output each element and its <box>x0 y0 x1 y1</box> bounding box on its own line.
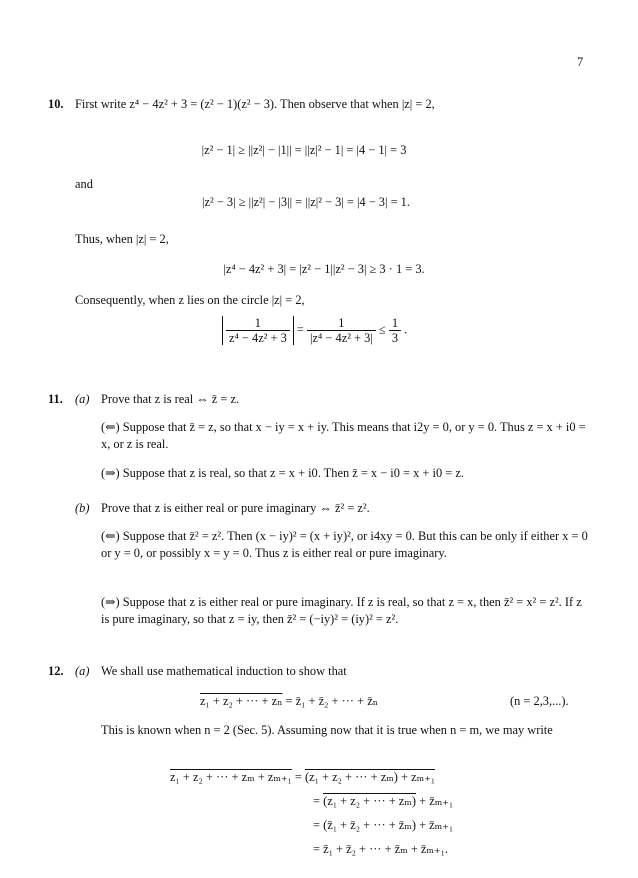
eq4-denominator-1: z⁴ − 4z² + 3 <box>229 331 287 345</box>
problem-11b-proof-2: (⇒) Suppose that z is either real or pure imaginary. If z is real, so that z = x, then z̄² = x² = z². If z is pure imaginary, so that z = iy, then z̄² = (−iy)² = (iy)² = z². <box>101 595 582 626</box>
page-number: 7 <box>577 55 584 69</box>
induction-eq-rhs: = z̄₁ + z̄₂ + ··· + z̄ₙ <box>285 694 379 708</box>
problem-12a-letter: (a) <box>75 664 90 678</box>
step1-lhs: z₁ + z₂ + ··· + zₘ + zₘ₊₁ <box>170 770 292 784</box>
problem-11a-proof-1: (⇐) Suppose that z̄ = z, so that x − iy = x + iy. This means that i2y = 0, or y = 0. Thus z = x + i0 = x, or z is real. <box>101 420 586 451</box>
problem-12-step-1 <box>170 769 435 785</box>
problem-11b-letter: (b) <box>75 501 90 515</box>
step2-group: (z₁ + z₂ + ··· + zₘ) <box>323 794 417 808</box>
problem-11-number <box>48 391 63 407</box>
problem-12-induction-eq <box>200 693 378 709</box>
problem-10-label: 10. <box>48 97 64 111</box>
problem-11b-proof-1: (⇐) Suppose that z̄² = z². Then (x − iy)² = (x + iy)², or i4xy = 0. But this can be only if either x = 0 or y = 0, or possibly x = y = 0. Thus z is either real or pure imaginary. <box>101 529 588 560</box>
problem-10-intro: First write z⁴ − 4z² + 3 = (z² − 1)(z² − 3). Then observe that when |z| = 2, <box>75 97 435 111</box>
problem-11-label: 11. <box>48 392 63 406</box>
problem-11a-letter: (a) <box>75 392 90 406</box>
step2-equals: = <box>313 794 324 808</box>
step1-rhs: (z₁ + z₂ + ··· + zₘ) + zₘ₊₁ <box>305 770 436 784</box>
problem-10-eq3: |z⁴ − 4z² + 3| = |z² − 1||z² − 3| ≥ 3 · 1 = 3. <box>223 262 425 276</box>
problem-12-known-text: This is known when n = 2 (Sec. 5). Assuming now that it is true when n = m, we may write <box>101 723 553 737</box>
step2-tail: + z̄ₘ₊₁ <box>416 794 454 808</box>
eq4-period: . <box>404 322 408 337</box>
induction-eq-lhs: z₁ + z₂ + ··· + zₙ <box>200 694 283 708</box>
eq4-fraction-3 <box>389 316 401 345</box>
problem-10-and: and <box>75 177 93 191</box>
problem-10-eq2: |z² − 3| ≥ ||z²| − |3|| = ||z|² − 3| = |4 − 3| = 1. <box>202 195 410 209</box>
problem-12-label: 12. <box>48 664 64 678</box>
problem-10-eq1: |z² − 1| ≥ ||z²| − |1|| = ||z|² − 1| = |4 − 1| = 3 <box>201 143 407 157</box>
problem-12-step-2 <box>313 793 453 809</box>
problem-12a-label <box>75 663 89 679</box>
eq4-fraction-1 <box>226 316 290 345</box>
eq4-numerator-2: 1 <box>307 316 376 331</box>
problem-10-consequently: Consequently, when z lies on the circle |z| = 2, <box>75 293 305 307</box>
problem-11a-statement: Prove that z is real ⇔ z̄ = z. <box>101 392 240 406</box>
problem-10-number <box>48 96 64 112</box>
eq4-denominator-3: 3 <box>391 331 399 345</box>
problem-12-step-3: = (z̄₁ + z̄₂ + ··· + z̄ₘ) + z̄ₘ₊₁ <box>313 818 454 832</box>
eq4-numerator-1: 1 <box>226 316 290 331</box>
eq4-numerator-3: 1 <box>389 316 401 331</box>
problem-12-step-4: = z̄₁ + z̄₂ + ··· + z̄ₘ + z̄ₘ₊₁. <box>313 842 448 856</box>
problem-11b-statement: Prove that z is either real or pure imaginary ⇔ z̄² = z². <box>101 501 370 515</box>
problem-12-number <box>48 663 64 679</box>
problem-11b-label <box>75 500 89 516</box>
step1-equals: = <box>294 770 306 784</box>
problem-12-induction-condition: (n = 2,3,...). <box>510 694 569 708</box>
eq4-leq: ≤ <box>378 322 386 337</box>
problem-12a-statement: We shall use mathematical induction to show that <box>101 664 347 678</box>
eq4-denominator-2: |z⁴ − 4z² + 3| <box>310 331 373 345</box>
eq4-fraction-2 <box>307 316 376 345</box>
eq4-abs-fraction <box>222 316 294 345</box>
problem-10-eq4 <box>222 316 407 345</box>
problem-11a-label <box>75 391 89 407</box>
problem-10-thus: Thus, when |z| = 2, <box>75 232 169 246</box>
eq4-equals: = <box>296 322 304 337</box>
problem-11a-proof-2: (⇒) Suppose that z is real, so that z = x + i0. Then z̄ = x − i0 = x + i0 = z. <box>101 466 464 480</box>
